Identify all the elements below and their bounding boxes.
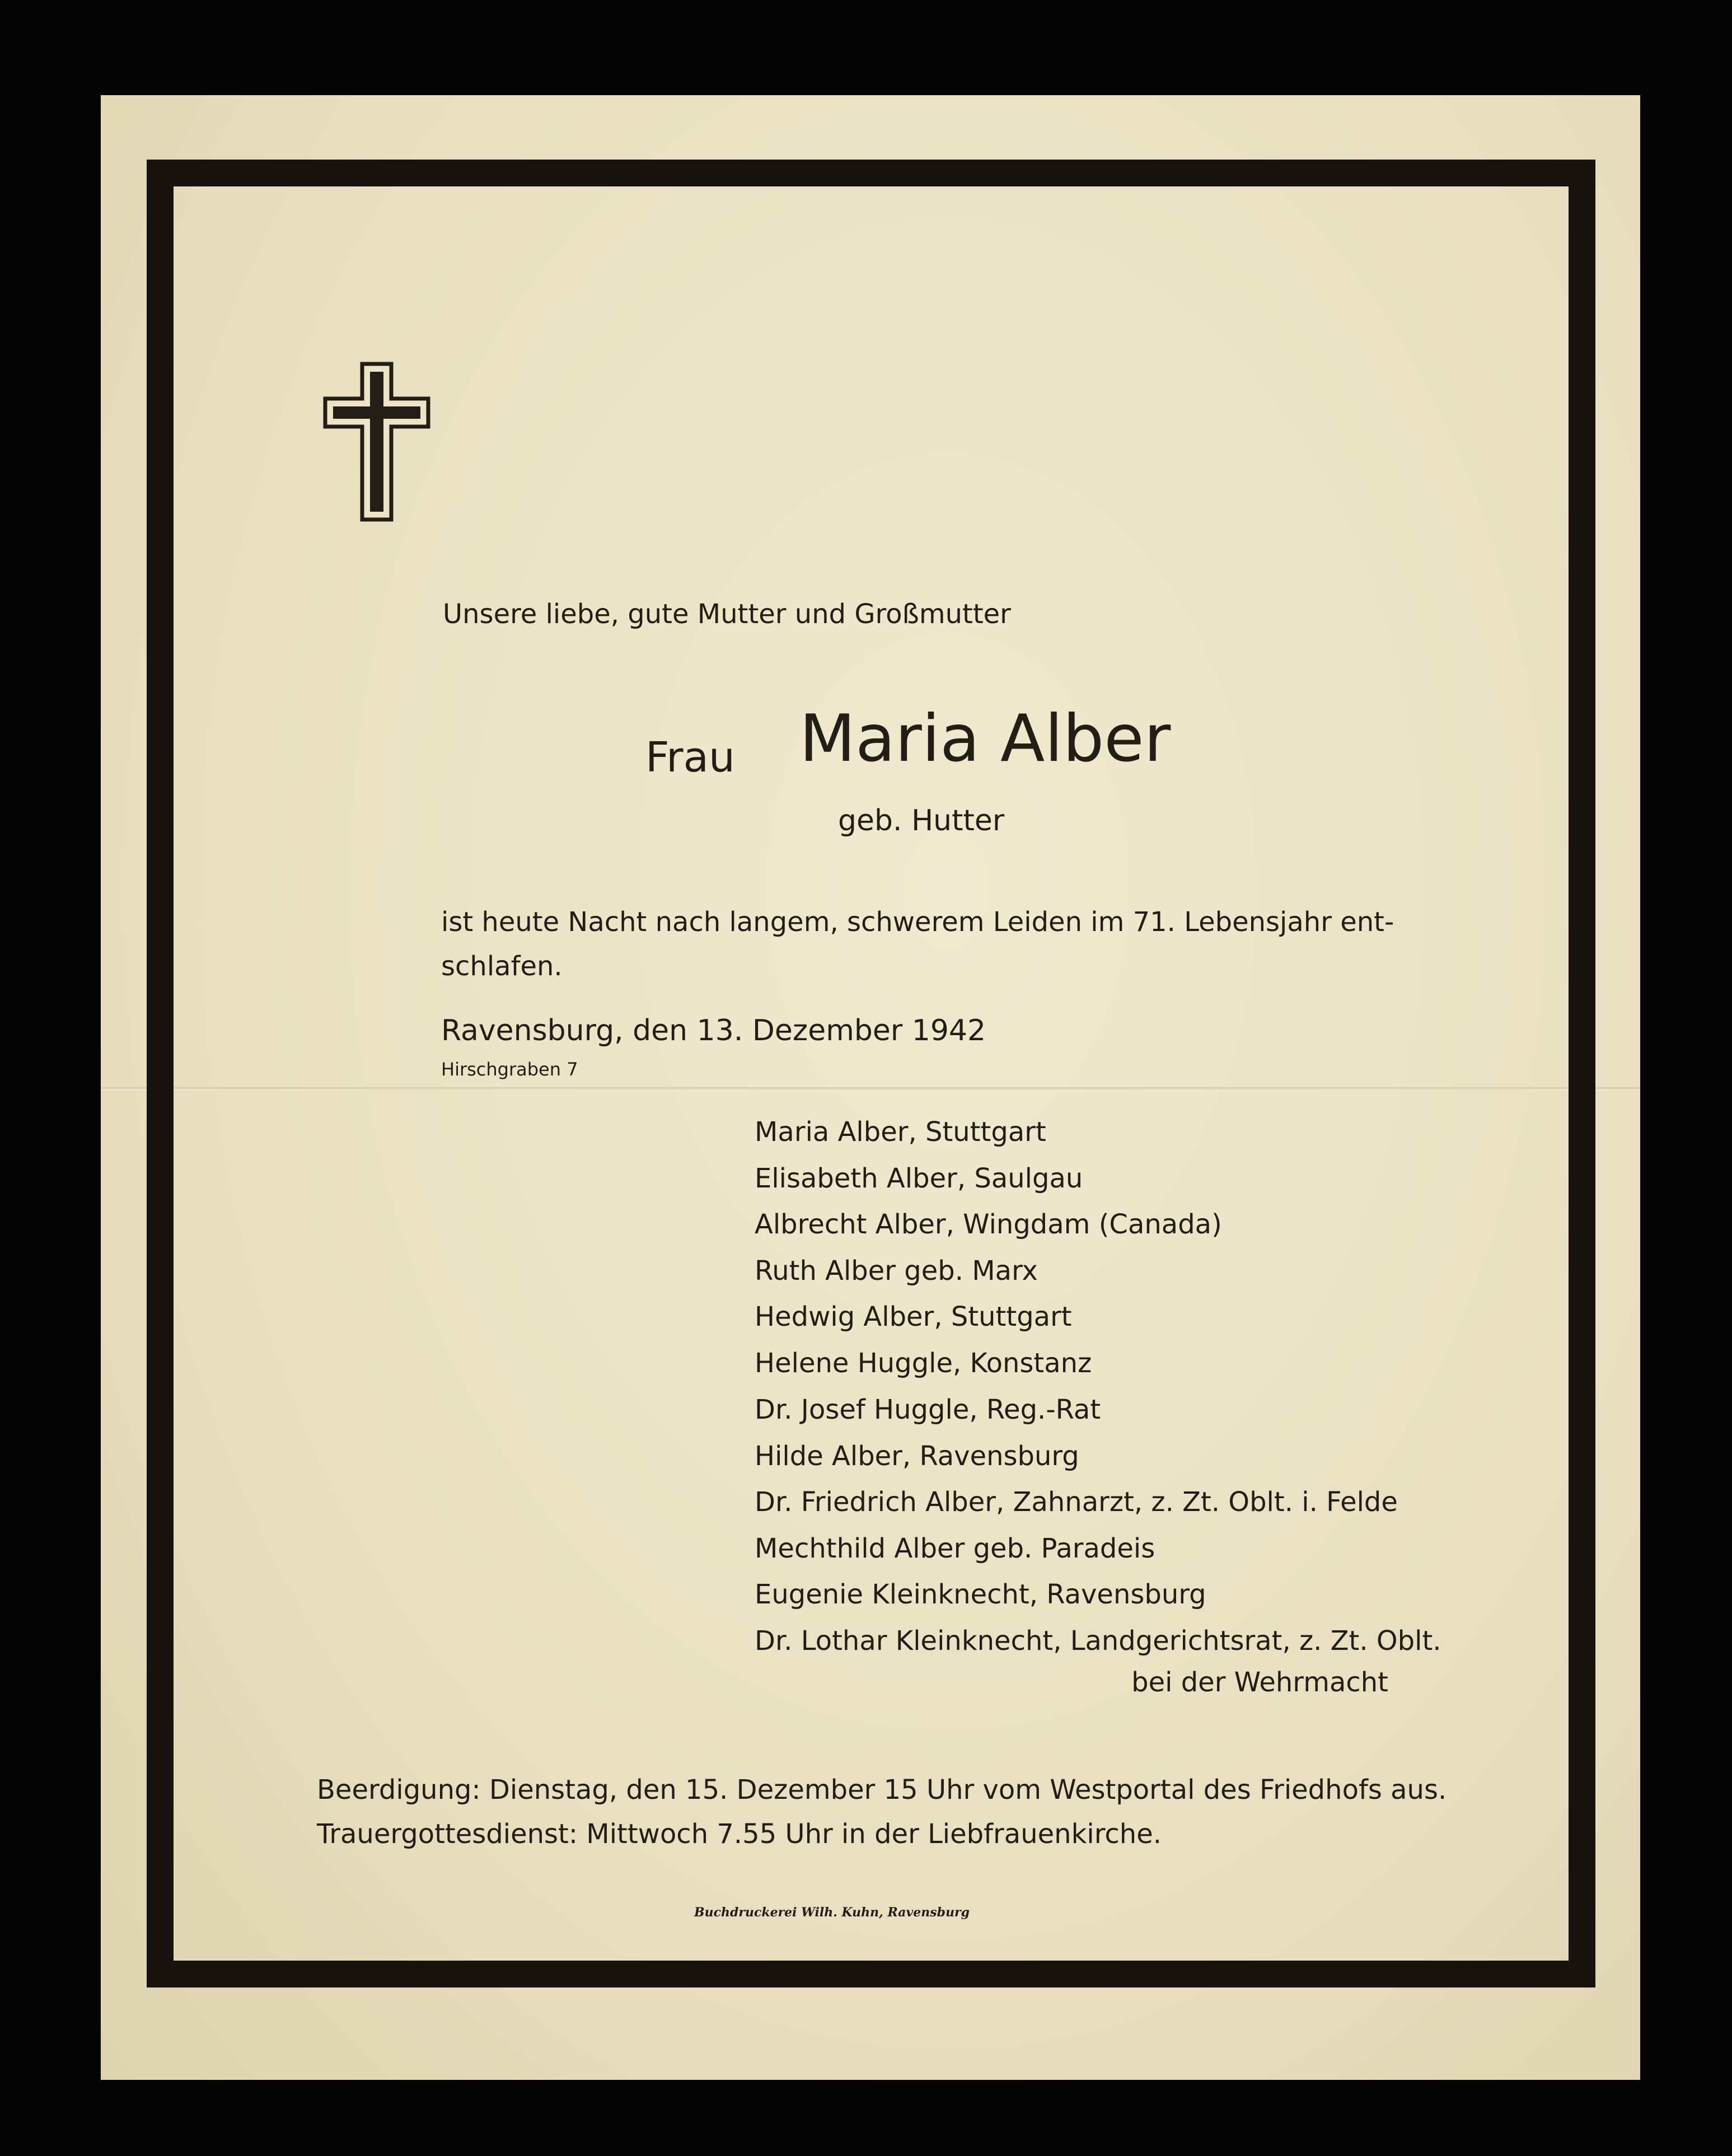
address: Hirschgraben 7 <box>441 1059 578 1080</box>
printer-imprint: Buchdruckerei Wilh. Kuhn, Ravensburg <box>694 1905 970 1920</box>
deceased-name: Maria Alber <box>799 701 1171 777</box>
mourner: Elisabeth Alber, Saulgau <box>755 1163 1083 1194</box>
mourner: Ruth Alber geb. Marx <box>755 1255 1038 1287</box>
mourner: Dr. Friedrich Alber, Zahnarzt, z. Zt. Oblt. i. Felde <box>755 1486 1398 1518</box>
mourner: Hedwig Alber, Stuttgart <box>755 1301 1072 1332</box>
mourner: Mechthild Alber geb. Paradeis <box>755 1533 1155 1564</box>
mourner: Hilde Alber, Ravensburg <box>755 1441 1079 1472</box>
mourner: Maria Alber, Stuttgart <box>755 1116 1046 1148</box>
service-info: Trauergottesdienst: Mittwoch 7.55 Uhr in der Liebfrauenkirche. <box>317 1818 1162 1850</box>
mourner: Helene Huggle, Konstanz <box>755 1348 1092 1379</box>
announcement-line-1: ist heute Nacht nach langem, schwerem Leiden im 71. Lebensjahr ent- <box>441 906 1394 938</box>
announcement-line-2: schlafen. <box>441 951 563 982</box>
mourner: Eugenie Kleinknecht, Ravensburg <box>755 1579 1206 1610</box>
cross-icon <box>323 362 430 522</box>
mourner: Dr. Josef Huggle, Reg.-Rat <box>755 1394 1101 1425</box>
intro-line: Unsere liebe, gute Mutter und Großmutter <box>443 598 1011 630</box>
maiden-name: geb. Hutter <box>838 804 1005 838</box>
mourner: Albrecht Alber, Wingdam (Canada) <box>755 1209 1222 1240</box>
mourner: Dr. Lothar Kleinknecht, Landgerichtsrat, z. Zt. Oblt. <box>755 1625 1441 1657</box>
funeral-info: Beerdigung: Dienstag, den 15. Dezember 15 Uhr vom Westportal des Friedhofs aus. <box>317 1774 1447 1806</box>
mourner-continuation: bei der Wehrmacht <box>1131 1667 1388 1698</box>
name-prefix: Frau <box>645 733 735 782</box>
place-date: Ravensburg, den 13. Dezember 1942 <box>441 1014 986 1047</box>
